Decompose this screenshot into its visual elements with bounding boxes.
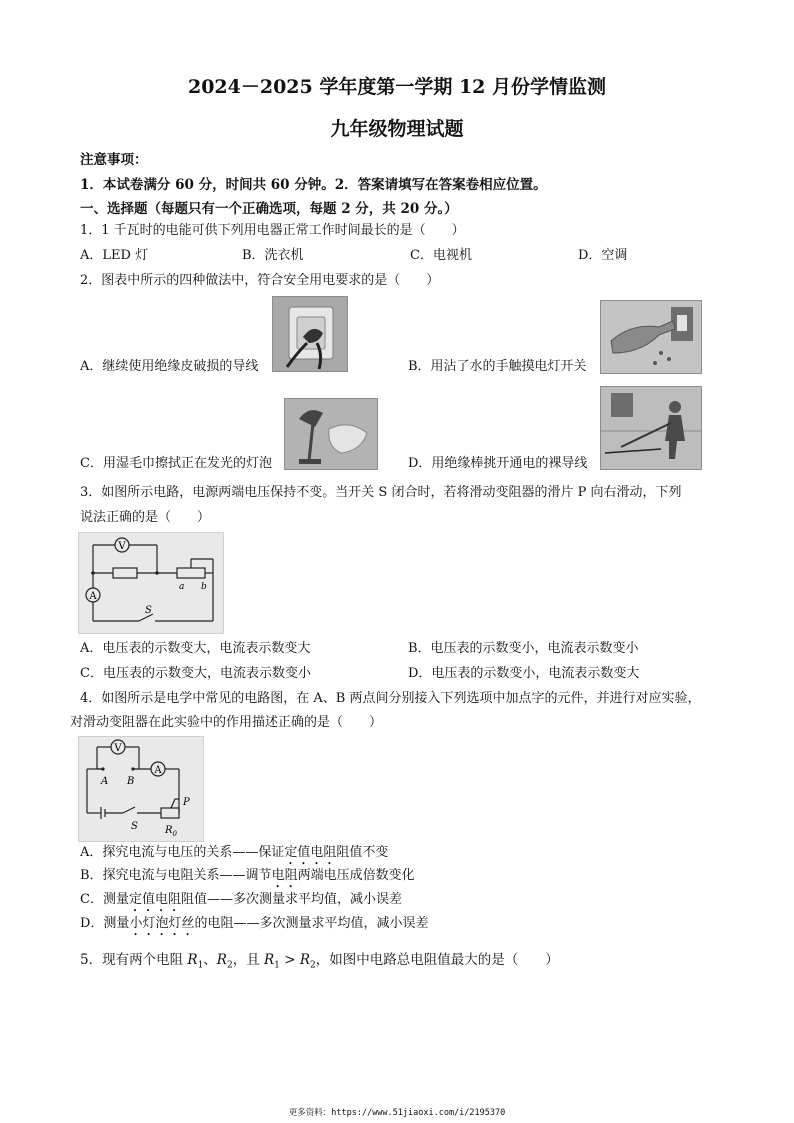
q4-switch-label: S	[131, 821, 138, 832]
q3-option-a: A．电压表的示数变大，电流表示数变大	[80, 641, 311, 656]
q4-resistor-label: $R_0$	[165, 825, 177, 838]
q4-option-b: B．探究电流与电阻关系——调节电阻两端电压成倍数变化	[80, 868, 415, 883]
section-heading: 一、选择题（每题只有一个正确选项，每题 2 分，共 20 分。）	[80, 201, 458, 217]
wet-hand-switch-photo	[600, 300, 702, 374]
q4-ammeter-label: A	[154, 765, 162, 776]
q5-stem: 5．现有两个电阻 $R_1$、$R_2$，且 $R_1 > R_2$，如图中电路总电阻值最大的是（ ）	[80, 952, 559, 971]
q2-stem: 2．图表中所示的四种做法中，符合安全用电要求的是（ ）	[80, 273, 440, 288]
q1-stem: 1．1 千瓦时的电能可供下列用电器正常工作时间最长的是（ ）	[80, 223, 465, 238]
q2-option-d: D．用绝缘棒挑开通电的裸导线	[408, 456, 588, 471]
exam-title: 2024－2025 学年度第一学期 12 月份学情监测	[187, 76, 607, 98]
q3-voltmeter-label: V	[118, 541, 126, 552]
q4-option-c: C．测量定值电阻阻值——多次测量求平均值，减小误差	[80, 892, 402, 907]
q2-option-c: C．用湿毛巾擦拭正在发光的灯泡	[80, 456, 272, 471]
notice-heading: 注意事项：	[80, 152, 148, 168]
q3-terminal-b: b	[201, 582, 207, 592]
q4-point-b: B	[127, 776, 135, 787]
q3-option-d: D．电压表的示数变小，电流表示数变大	[408, 666, 640, 681]
q4-voltmeter-label: V	[114, 743, 122, 754]
q3-stem-line1: 3．如图所示电路，电源两端电压保持不变。当开关 S 闭合时，若将滑动变阻器的滑片 P 向右滑动，下列	[80, 485, 682, 500]
damaged-wire-plug-photo	[272, 296, 348, 372]
q4-stem-line2: 对滑动变阻器在此实验中的作用描述正确的是（ ）	[70, 715, 383, 730]
exam-subtitle: 九年级物理试题	[330, 118, 464, 140]
q1-option-d: D．空调	[578, 248, 628, 263]
notice-line: 1．本试卷满分 60 分，时间共 60 分钟。2．答案请填写在答案卷相应位置。	[80, 177, 547, 193]
q4-point-a: A	[101, 776, 109, 787]
q1-option-b: B．洗衣机	[242, 248, 304, 263]
q3-ammeter-label: A	[89, 591, 97, 602]
q3-circuit-diagram	[78, 532, 224, 634]
q3-terminal-a: a	[179, 582, 185, 592]
q2-option-b: B．用沾了水的手触摸电灯开关	[408, 359, 587, 374]
q4-slider-label: P	[183, 797, 190, 808]
q3-option-b: B．电压表的示数变小，电流表示数变小	[408, 641, 639, 656]
q4-option-a: A．探究电流与电压的关系——保证定值电阻阻值不变	[80, 845, 389, 860]
q4-option-d: D．测量小灯泡灯丝的电阻——多次测量求平均值，减小误差	[80, 916, 429, 931]
insulated-rod-photo	[600, 386, 702, 470]
q2-option-a: A．继续使用绝缘皮破损的导线	[80, 359, 259, 374]
q1-option-c: C．电视机	[410, 248, 472, 263]
q4-stem-line1: 4．如图所示是电学中常见的电路图，在 A、B 两点间分别接入下列选项中加点字的元件，并进行对应实验，	[80, 691, 701, 706]
lamp-towel-photo	[284, 398, 378, 470]
q4-circuit-diagram	[78, 736, 204, 842]
footer-source-link[interactable]: 更多资料：https://www.51jiaoxi.com/i/2195370	[288, 1108, 506, 1118]
q3-switch-label: S	[145, 605, 152, 616]
q3-option-c: C．电压表的示数变大，电流表示数变小	[80, 666, 311, 681]
q1-option-a: A．LED 灯	[80, 248, 149, 263]
q3-stem-line2: 说法正确的是（ ）	[80, 510, 211, 525]
